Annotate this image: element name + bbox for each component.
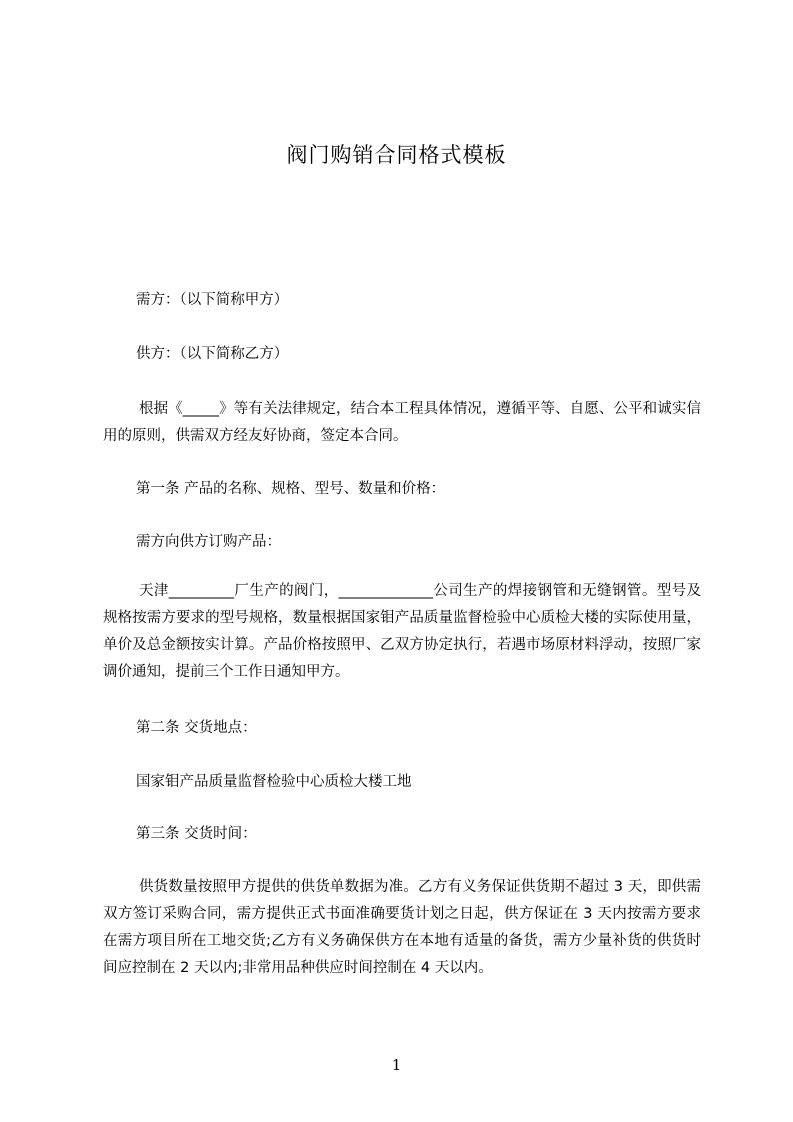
legal-basis-paragraph: 根据《_____》等有关法律规定，结合本工程具体情况，遵循平等、自愿、公平和诚实信用的原则，供需双方经友好协商，签定本合同。: [103, 401, 701, 444]
article-3-heading: 第三条 交货时间：: [136, 826, 257, 842]
article-1-heading: 第一条 产品的名称、规格、型号、数量和价格：: [136, 481, 446, 497]
document-title: 阀门购销合同格式模板: [286, 143, 507, 167]
supply-party-line: 供方：（以下简称乙方）: [136, 346, 289, 362]
page-number: 1: [391, 1056, 402, 1074]
order-intro-line: 需方向供方订购产品：: [136, 534, 281, 550]
delivery-place-line: 国家钼产品质量监督检验中心质检大楼工地: [136, 774, 412, 790]
products-paragraph: 天津_________厂生产的阀门，_____________公司生产的焊接钢管和无缝钢管。型号及规格按需方要求的型号规格，数量根据国家钼产品质量监督检验中心质检大楼的实际使用量，单价及总金额按实计算。产品价格按照甲、乙双方协定执行，若遇市场原材料浮动，按照厂家调价通知，提前三个工作日通知甲方。: [103, 583, 701, 680]
article-2-heading: 第二条 交货地点：: [136, 720, 257, 736]
demand-party-line: 需方：（以下简称甲方）: [136, 292, 289, 308]
delivery-time-paragraph: 供货数量按照甲方提供的供货单数据为准。乙方有义务保证供货期不超过 3 天，即供需双方签订采购合同，需方提供正式书面准确要货计划之日起，供方保证在 3 天内按需方要求在需方项目所在工地交货;乙方有义务确保供方在本地有适量的备货，需方少量补货的供货时间应控制在 2 天以内;非常用品种供应时间控制在 4 天以内。: [103, 879, 701, 976]
